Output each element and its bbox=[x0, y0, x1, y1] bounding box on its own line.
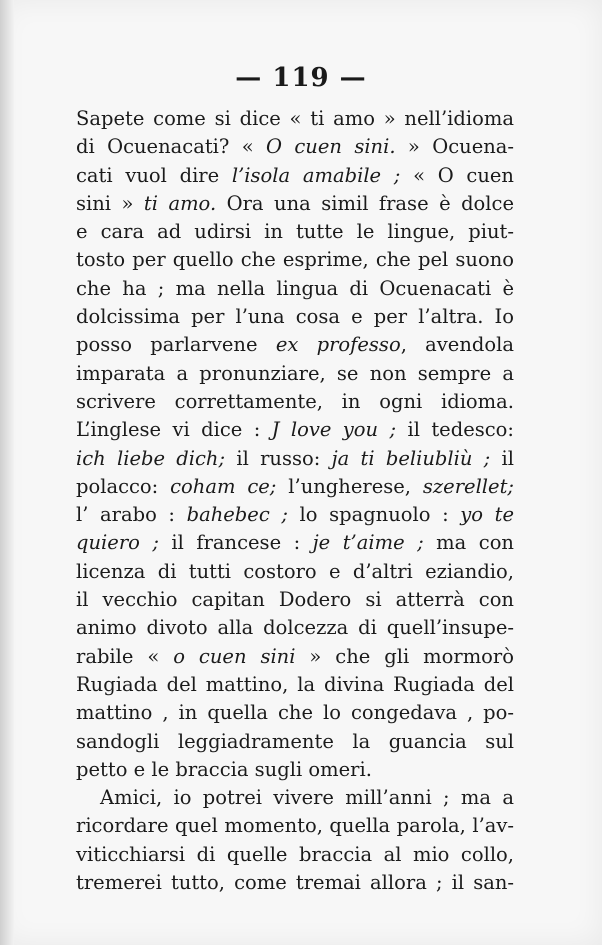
text-segment: cati vuol dire bbox=[76, 163, 232, 187]
text-line bbox=[76, 473, 514, 501]
paragraph bbox=[76, 105, 514, 784]
text-segment: di Ocuenacati? « bbox=[76, 135, 267, 159]
italic-phrase: o cuen sini bbox=[173, 644, 296, 668]
text-line bbox=[76, 728, 514, 756]
text-segment: Sapete come si dice « ti amo » nell’idioma bbox=[76, 107, 514, 130]
text-line bbox=[76, 784, 514, 812]
italic-phrase: ich liebe dich; bbox=[76, 446, 226, 470]
text-segment: petto e le braccia sugli omeri. bbox=[76, 757, 372, 781]
text-line bbox=[76, 246, 514, 274]
text-segment: l’ arabo : bbox=[76, 503, 187, 527]
page-number: — 119 — bbox=[235, 63, 367, 93]
text-segment: scrivere correttamente, in ogni idioma. bbox=[76, 389, 514, 413]
italic-phrase: je t’aime ; bbox=[312, 531, 424, 555]
text-segment: il tedesco: bbox=[396, 418, 514, 442]
page-gutter-shadow bbox=[0, 0, 14, 945]
text-line bbox=[76, 190, 514, 218]
italic-phrase: coham ce; bbox=[170, 474, 277, 498]
text-line bbox=[76, 812, 514, 840]
italic-phrase: szerellet; bbox=[422, 474, 514, 498]
text-line bbox=[76, 331, 514, 359]
text-segment: ma con bbox=[423, 531, 514, 555]
text-segment: » Ocuena- bbox=[395, 135, 515, 159]
italic-phrase: l’isola amabile ; bbox=[231, 163, 401, 187]
italic-phrase: ex professo bbox=[275, 333, 401, 357]
text-line bbox=[76, 162, 514, 190]
text-line bbox=[76, 643, 514, 671]
text-line bbox=[76, 416, 514, 444]
text-segment: il bbox=[490, 446, 515, 470]
text-segment: lo spagnuolo : bbox=[287, 503, 461, 527]
text-segment: sini » bbox=[76, 191, 144, 215]
text-segment: dolcissima per l’una cosa e per l’altra. Io bbox=[76, 305, 514, 329]
text-line bbox=[76, 671, 514, 699]
text-line bbox=[76, 869, 514, 897]
text-segment: imparata a pronunziare, se non sempre a bbox=[76, 361, 514, 385]
text-segment: l’ungherese, bbox=[276, 474, 423, 498]
italic-phrase: quiero ; bbox=[76, 531, 159, 555]
text-line bbox=[76, 388, 514, 416]
text-line bbox=[76, 105, 514, 133]
text-segment: viticchiarsi di quelle braccia al mio collo, bbox=[76, 842, 514, 866]
text-segment: ricordare quel momento, quella parola, l’av- bbox=[76, 814, 514, 838]
text-line bbox=[76, 586, 514, 614]
text-segment: il russo: bbox=[225, 446, 332, 470]
text-segment: tremerei tutto, come tremai allora ; il san- bbox=[76, 871, 514, 895]
text-segment: e cara ad udirsi in tutte le lingue, piut- bbox=[76, 220, 514, 244]
text-segment: il vecchio capitan Dodero si atterrà con bbox=[76, 588, 514, 612]
text-segment: sandogli leggiadramente la guancia sul bbox=[76, 729, 514, 753]
text-line bbox=[76, 614, 514, 642]
text-line bbox=[76, 360, 514, 388]
text-segment: mattino , in quella che lo congedava , po- bbox=[76, 701, 514, 725]
text-line bbox=[76, 529, 514, 557]
text-segment: posso parlarvene bbox=[76, 333, 276, 357]
text-segment: licenza di tutti costoro e d’altri eziandio, bbox=[76, 559, 514, 583]
text-segment: » che gli mormorò bbox=[295, 644, 514, 668]
text-segment: « O cuen bbox=[400, 163, 514, 187]
italic-phrase: ja ti beliubliù ; bbox=[331, 446, 491, 470]
text-segment: Amici, io potrei vivere mill’anni ; ma a bbox=[100, 786, 514, 810]
italic-phrase: yo te bbox=[460, 503, 515, 527]
text-line bbox=[76, 133, 514, 161]
text-line bbox=[76, 558, 514, 586]
text-line bbox=[76, 501, 514, 529]
body-text bbox=[76, 105, 514, 897]
italic-phrase: J love you ; bbox=[271, 418, 397, 442]
italic-phrase: O cuen sini. bbox=[266, 135, 396, 159]
text-segment: animo divoto alla dolcezza di quell’insupe- bbox=[76, 616, 514, 640]
text-segment: Ora una simil frase è dolce bbox=[216, 191, 514, 215]
text-line bbox=[76, 303, 514, 331]
paragraph bbox=[76, 784, 514, 897]
text-segment: L’inglese vi dice : bbox=[76, 418, 272, 442]
text-segment: rabile « bbox=[76, 644, 174, 668]
text-segment: polacco: bbox=[76, 474, 171, 498]
text-line bbox=[76, 445, 514, 473]
text-line bbox=[76, 841, 514, 869]
text-segment: Rugiada del mattino, la divina Rugiada del bbox=[76, 672, 514, 696]
text-segment: , avendola bbox=[400, 333, 514, 357]
text-line bbox=[76, 275, 514, 303]
text-segment: che ha ; ma nella lingua di Ocuenacati è bbox=[76, 276, 514, 300]
text-line bbox=[76, 756, 514, 784]
text-line bbox=[76, 218, 514, 246]
italic-phrase: ti amo. bbox=[143, 191, 217, 215]
text-line bbox=[76, 699, 514, 727]
italic-phrase: bahebec ; bbox=[186, 503, 288, 527]
text-segment: il francese : bbox=[158, 531, 313, 555]
text-segment: tosto per quello che esprime, che pel suono bbox=[76, 248, 514, 272]
